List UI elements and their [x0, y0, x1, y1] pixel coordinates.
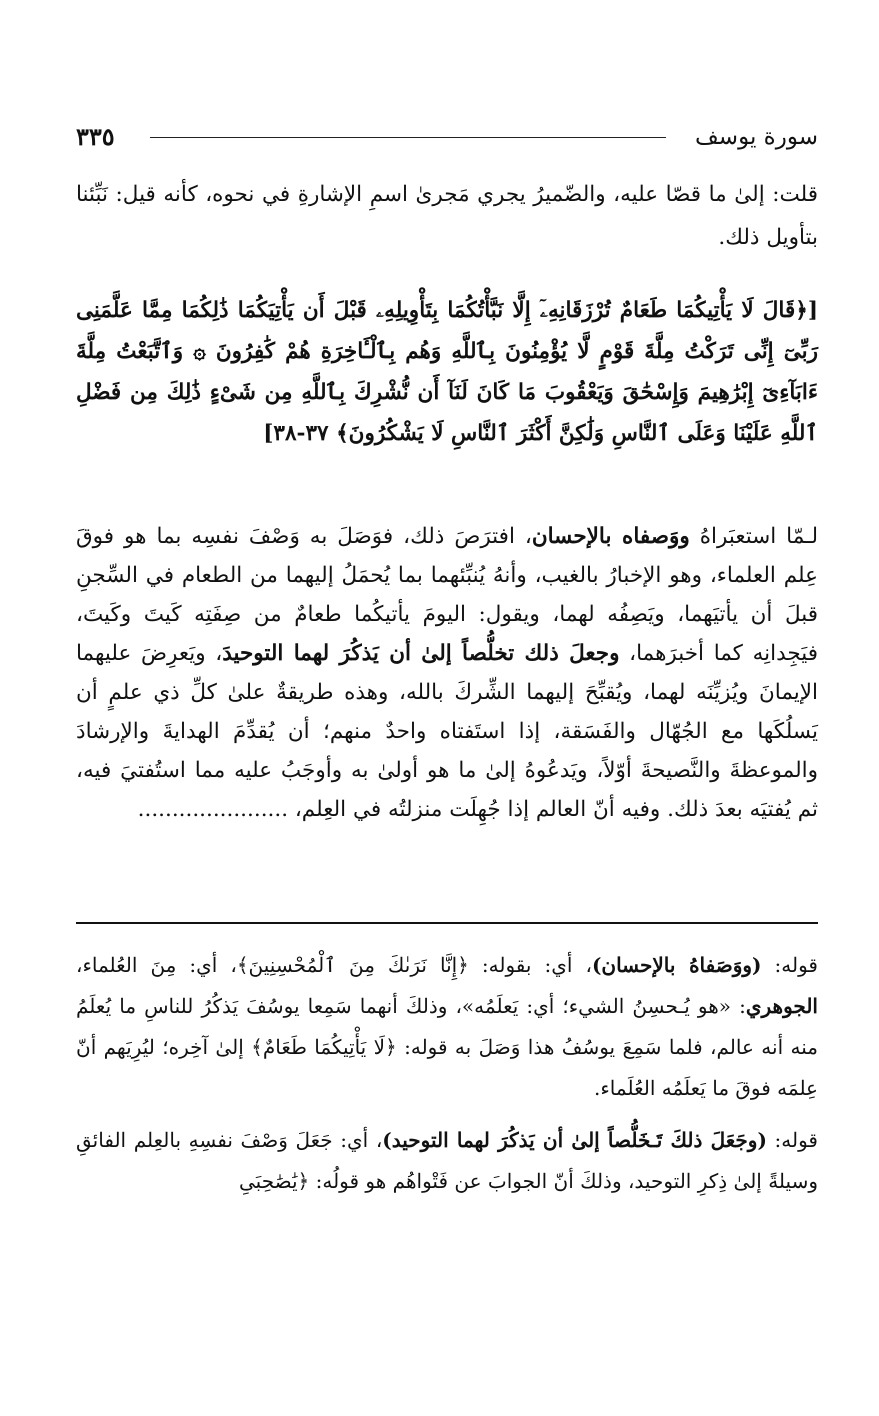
footnote-1	[76, 945, 818, 1109]
book-page	[76, 0, 818, 1416]
commentary-bold-phrase: وجعلَ ذلك تخلُّصاً إلىٰ أن يَذكُرَ لهما التوحيدَ	[222, 641, 620, 666]
commentary-bold-phrase: ووَصفاه بالإحسان	[531, 524, 690, 549]
footnote-text: قوله:	[766, 1128, 818, 1152]
footnote-source: الجوهري	[745, 994, 818, 1018]
footnote-quote: (ووَصَفاهُ بالإحسان)	[591, 953, 762, 977]
intro-paragraph: قلت: إلىٰ ما قصّا عليه، والضّميرُ يجري مَجرىٰ اسمِ الإشارةِ في نحوه، كأنه قيل: نَبِّئنا بتأويل ذلك.	[76, 182, 818, 250]
footnote-text: قوله:	[761, 953, 818, 977]
commentary-paragraph	[76, 517, 818, 829]
footnote-2	[76, 1120, 818, 1202]
footnote-text: ، أي: بقوله: ﴿إِنَّا نَرَىٰكَ مِنَ ٱلْمُحْسِنِينَ﴾، أي: مِنَ العُلماء،	[76, 953, 592, 977]
footnote-divider	[76, 922, 818, 924]
footnote-text: ، أي: جَعَلَ وَصْفَ نفسِهِ بالعِلم الفائقِ وسيلةً إلىٰ ذِكرِ التوحيد، وذلكَ أنّ الجوابَ عن فَتْواهُم هو قولُه: ﴿يَٰصَٰحِبَىِ	[76, 1128, 818, 1193]
commentary-text: لـمّا استعبَراهُ	[689, 524, 818, 549]
commentary-text: ، افترَصَ ذلك، فوَصَلَ به وَصْفَ نفسِه بما هو فوقَ عِلم العلماء، وهو الإخبارُ بالغيب، وأنهُ يُنبِّئهما بما يُحمَلُ إليهما من الطعام في السِّجنِ قبلَ أن يأتيَهما، ويَصِفُه لهما، ويقول: اليومَ يأتيكُما طعامٌ من صِفَتِه كَيتَ وكَيتَ، فيَجِدانِه كما أخبرَهما،	[76, 524, 819, 666]
quran-verse-block: [﴿قَالَ لَا يَأْتِيكُمَا طَعَامٌ تُرْزَقَانِهِۦٓ إِلَّا نَبَّأْتُكُمَا بِتَأْوِيلِهِۦ قَبْلَ أَن يَأْتِيَكُمَا ذَٰلِكُمَا مِمَّا عَلَّمَنِى رَبِّىٓ إِنِّى تَرَكْتُ مِلَّةَ قَوْمٍ لَّا يُؤْمِنُونَ بِٱللَّهِ وَهُم بِٱلْـَٔاخِرَةِ هُمْ كَٰفِرُونَ ۞ وَٱتَّبَعْتُ مِلَّةَ ءَابَآءِىٓ إِبْرَٰهِيمَ وَإِسْحَٰقَ وَيَعْقُوبَ مَا كَانَ لَنَآ أَن نُّشْرِكَ بِٱللَّهِ مِن شَىْءٍ ذَٰلِكَ مِن فَضْلِ ٱللَّهِ عَلَيْنَا وَعَلَى ٱلنَّاسِ وَلَٰكِنَّ أَكْثَرَ ٱلنَّاسِ لَا يَشْكُرُونَ﴾ ٣٧-٣٨]	[76, 298, 818, 446]
commentary-text: ، ويَعرِضَ عليهما الإيمانَ ويُزيِّنَه لهما، ويُقبِّحَ إليهما الشِّركَ بالله، وهذه طريقةٌ علىٰ كلِّ ذي علمٍ أن يَسلُكَها مع الجُهّال والفَسَقة، إذا استَفتاه واحدٌ منهم؛ أن يُقدِّمَ الهدايةَ والإرشادَ والموعظةَ والنَّصيحةَ أوّلاً، ويَدعُوهُ إلىٰ ما هو أولىٰ به وأوجَبُ عليه مما استُفتيَ فيه، ثم يُفتيَه بعدَ ذلك. وفيه أنّ العالم إذا جُهِلَت منزلتُه في العِلم، ......................	[76, 641, 818, 822]
footnote-text: : «هو يُـحسِنُ الشيء؛ أي: يَعلَمُه»، وذلكَ أنهما سَمِعا يوسُفَ يَذكُرُ للناسِ ما يُعلَمُ منه أنه عالم، فلما سَمِعَ يوسُفُ هذا وَصَلَ به قوله: ﴿لَا يَأْتِيكُمَا طَعَامٌ﴾ إلىٰ آخِره؛ ليُرِيَهم أنّ عِلمَه فوقَ ما يَعلَمُه العُلَماء.	[76, 994, 818, 1100]
footnote-quote: (وجَعَلَ ذلكَ تَـخَلُّصاً إلىٰ أن يَذكُرَ لهما التوحيد)	[382, 1128, 767, 1152]
header-rule	[150, 137, 666, 138]
page-header	[76, 122, 818, 156]
page-number: ٣٣٥	[76, 122, 115, 151]
surah-title: سورة يوسف	[695, 124, 818, 150]
